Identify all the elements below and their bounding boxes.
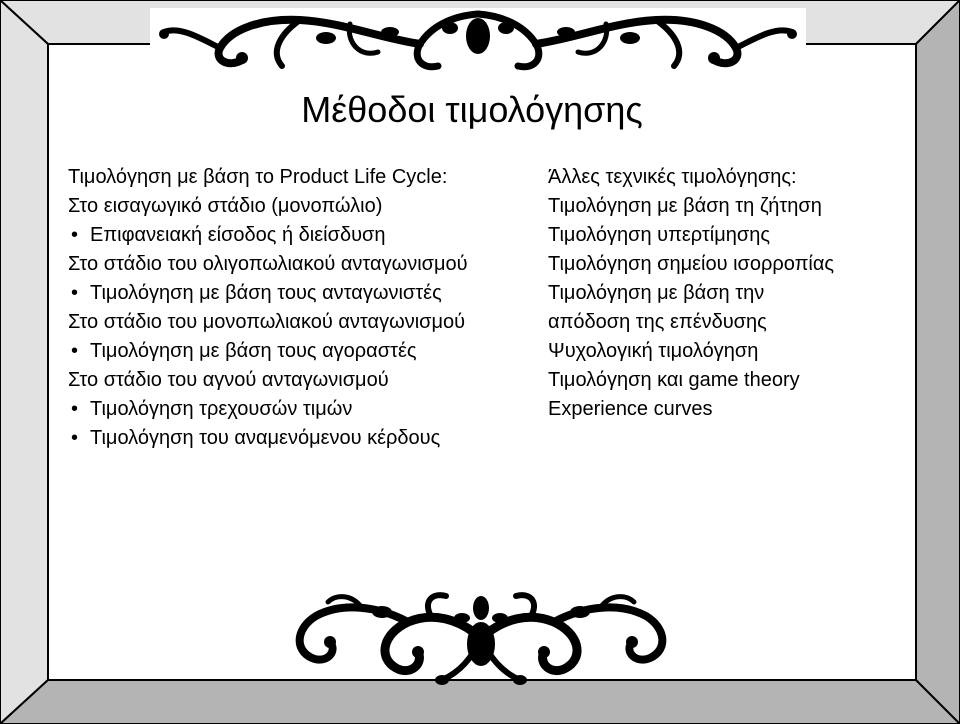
left-line-1: Τιμολόγηση με βάση το Product Life Cycle: [68,166,448,188]
top-ornament-icon [150,8,806,78]
right-line-7: Ψυχολογική τιμολόγηση [548,340,759,362]
left-bullet-4: • Τιμολόγηση τρεχουσών τιμών [68,395,538,424]
left-line-4: Στο στάδιο του ολιγοπωλιακού ανταγωνισμού [68,253,468,275]
left-line-6: Στο στάδιο του μονοπωλιακού ανταγωνισμού [68,311,466,333]
right-line-8: Τιμολόγηση και game theory [548,369,800,391]
right-line-2: Τιμολόγηση με βάση τη ζήτηση [548,195,822,217]
right-line-1: Άλλες τεχνικές τιμολόγησης: [548,166,797,188]
slide-title: Μέθοδοι τιμολόγησης [301,89,643,130]
left-bullet-3: • Τιμολόγηση με βάση τους αγοραστές [68,337,538,366]
left-column [68,163,538,453]
frame-right-bevel [916,0,960,724]
right-line-5: Τιμολόγηση με βάση την [548,282,765,304]
left-line-2: Στο εισαγωγικό στάδιο (μονοπώλιο) [68,195,383,217]
right-line-6: απόδοση της επένδυσης [548,311,767,333]
bottom-ornament-icon [282,588,680,688]
left-bullet-5: • Τιμολόγηση του αναμενόμενου κέρδους [68,424,538,453]
right-column [548,163,878,424]
left-line-8: Στο στάδιο του αγνού ανταγωνισμού [68,369,389,391]
left-bullet-1: • Επιφανειακή είσοδος ή διείσδυση [68,221,538,250]
right-line-9: Experience curves [548,398,713,420]
left-bullet-2: • Τιμολόγηση με βάση τους ανταγωνιστές [68,279,538,308]
frame-left-bevel [0,0,48,724]
right-line-3: Τιμολόγηση υπερτίμησης [548,224,770,246]
right-line-4: Τιμολόγηση σημείου ισορροπίας [548,253,835,275]
